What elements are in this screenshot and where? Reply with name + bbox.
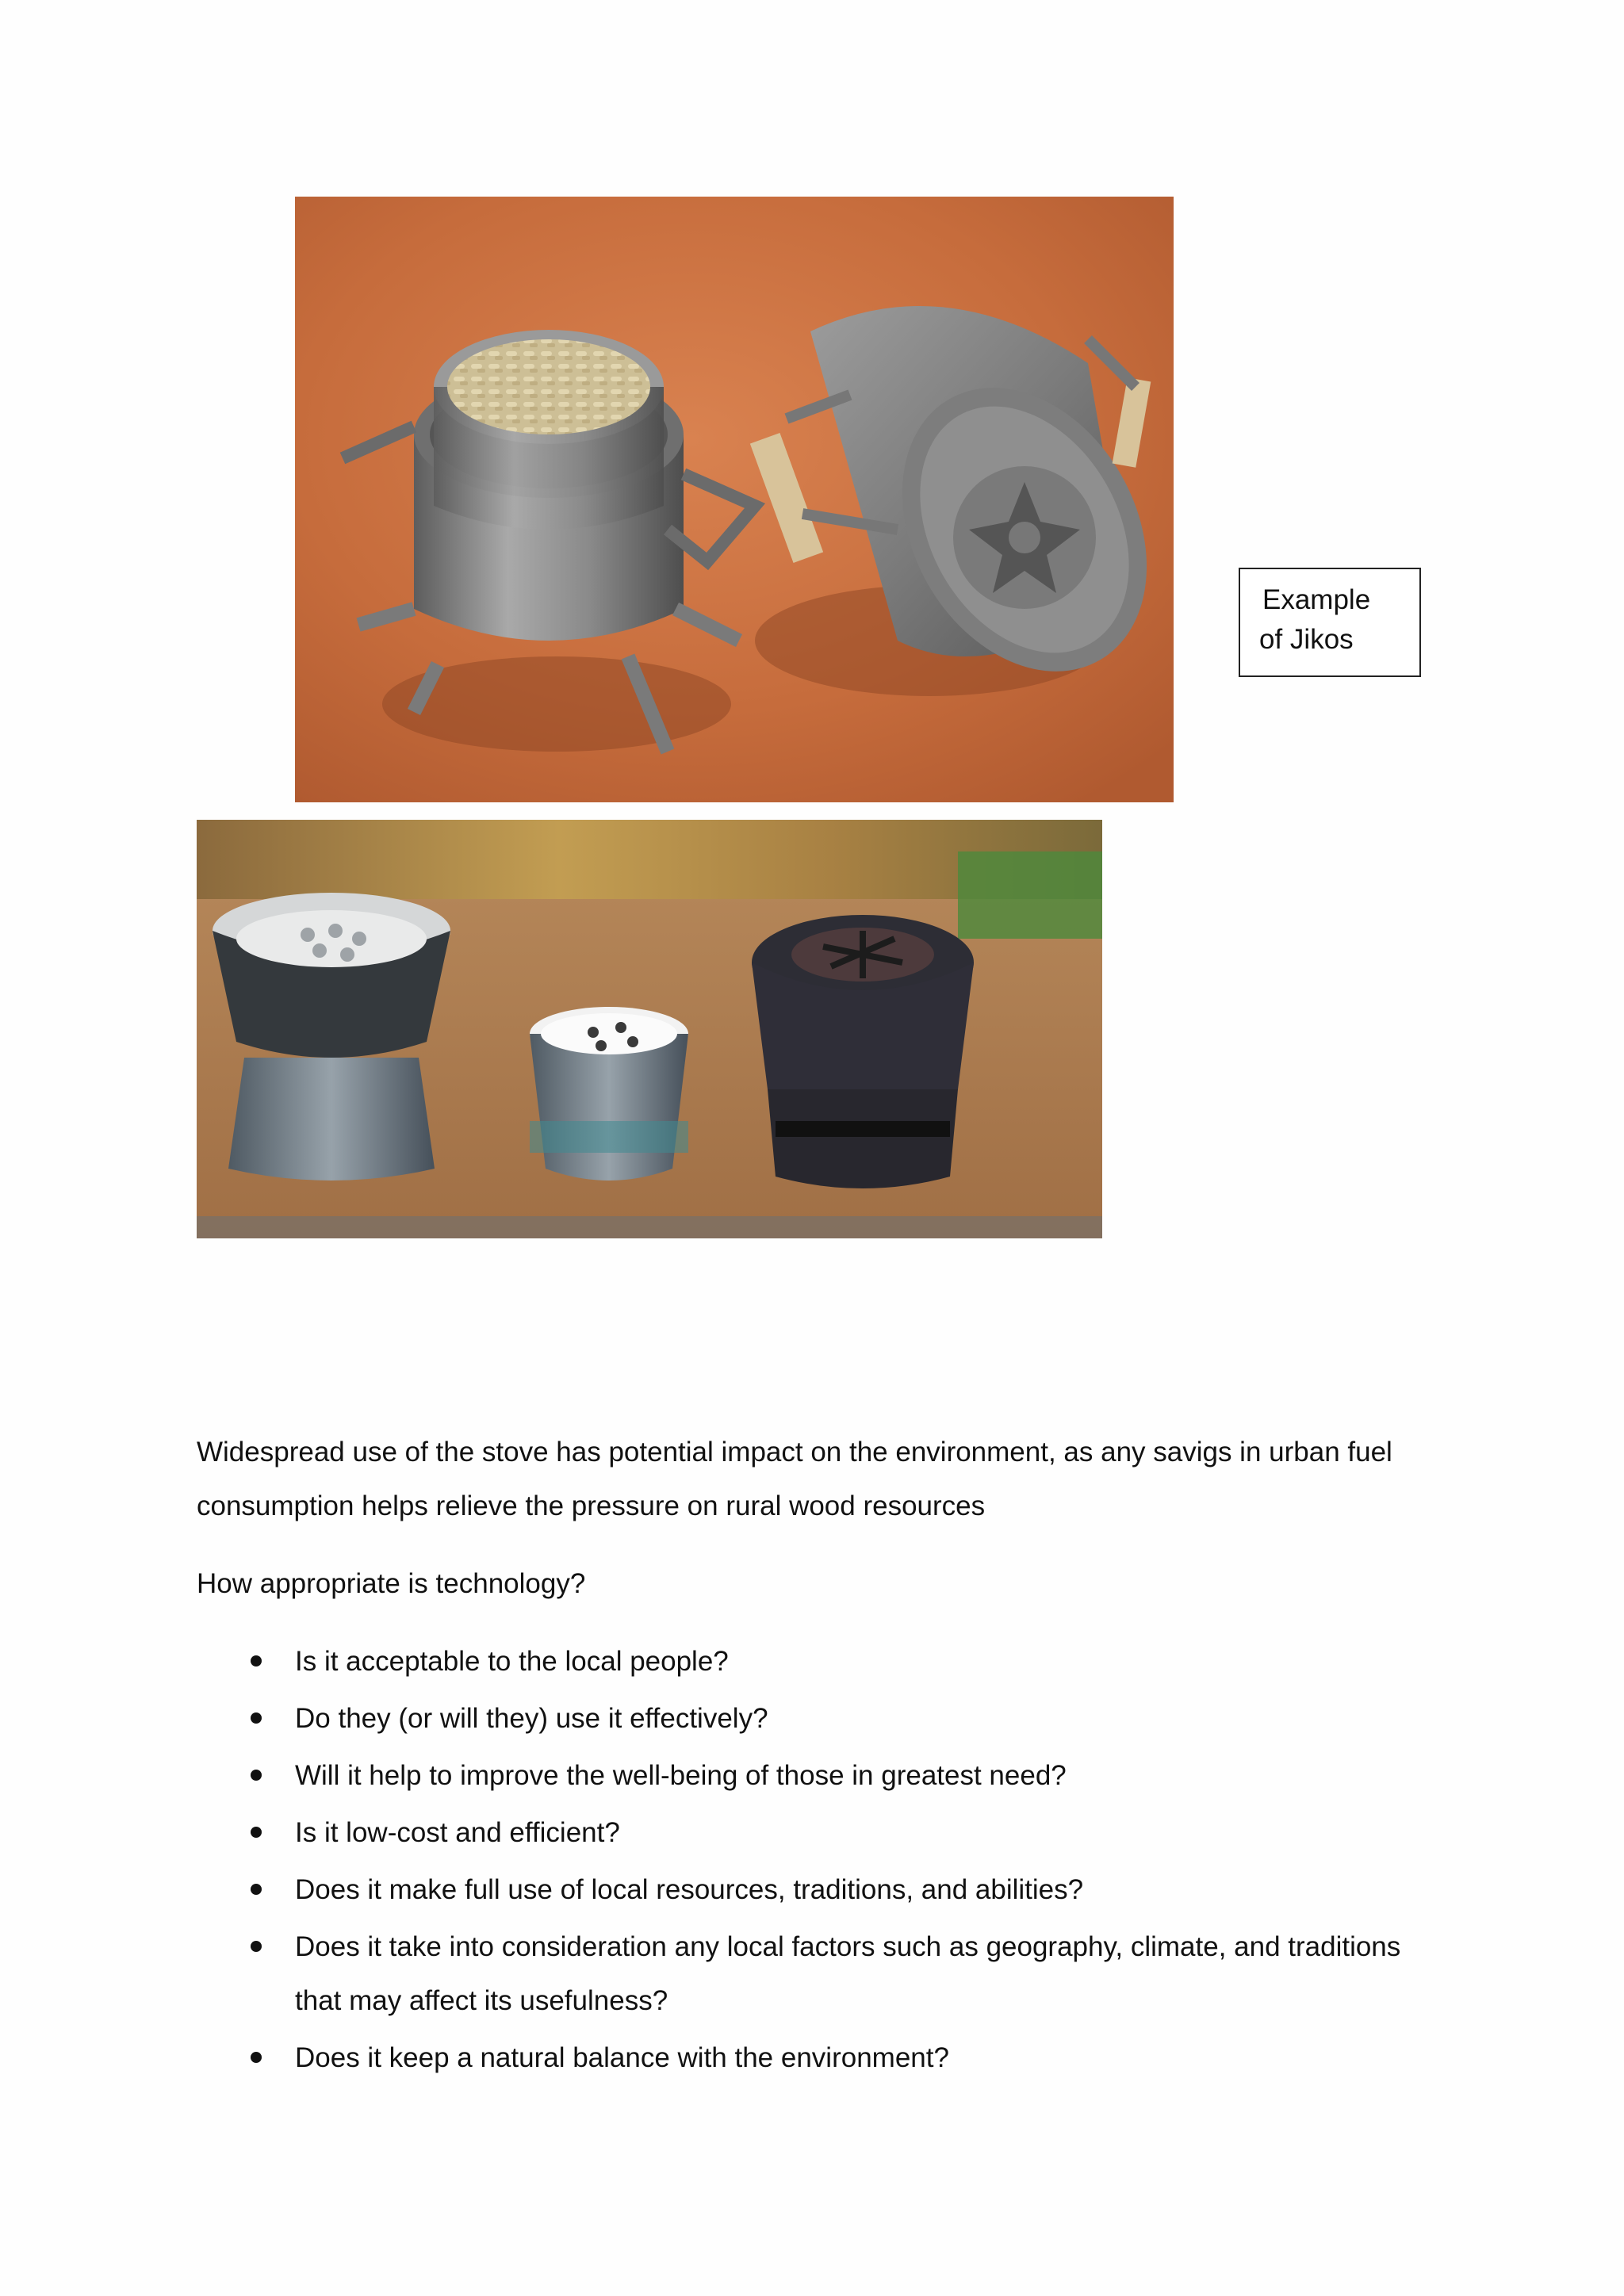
list-item-text: Is it low-cost and efficient? bbox=[295, 1817, 620, 1848]
caption-box bbox=[1239, 568, 1421, 677]
list-item bbox=[197, 1806, 1434, 1860]
list-item-text: Does it keep a natural balance with the environment? bbox=[295, 2042, 949, 2073]
list-item bbox=[197, 1749, 1434, 1803]
charcoal-jikos-illustration bbox=[197, 820, 1102, 1238]
photo-metal-jikos bbox=[295, 197, 1174, 802]
bullet-icon bbox=[251, 1827, 262, 1838]
list-item-text: Does it make full use of local resources, traditions, and abilities? bbox=[295, 1874, 1084, 1905]
list-item bbox=[197, 1863, 1434, 1917]
bullet-icon bbox=[251, 1941, 262, 1952]
list-item bbox=[197, 2031, 1434, 2085]
body-paragraph: Widespread use of the stove has potential impact on the environment, as any savigs in urban fuel consumption helps relieve the pressure on rural wood resources bbox=[197, 1437, 1392, 1521]
caption-line-1: Example bbox=[1262, 584, 1371, 615]
question-heading: How appropriate is technology? bbox=[197, 1568, 586, 1599]
list-item bbox=[197, 1920, 1434, 2028]
bullet-icon bbox=[251, 1884, 262, 1895]
list-item-text: Will it help to improve the well-being of those in greatest need? bbox=[295, 1760, 1067, 1791]
photo-charcoal-jikos bbox=[197, 820, 1102, 1238]
list-item bbox=[197, 1692, 1434, 1746]
caption-line-2: of Jikos bbox=[1259, 624, 1354, 655]
bullet-icon bbox=[251, 1655, 262, 1667]
bullet-list bbox=[197, 1635, 1434, 2088]
list-item-text: Is it acceptable to the local people? bbox=[295, 1646, 729, 1677]
bullet-icon bbox=[251, 1712, 262, 1724]
list-item bbox=[197, 1635, 1434, 1689]
bullet-icon bbox=[251, 2052, 262, 2063]
list-item-text: Does it take into consideration any local factors such as geography, climate, and traditions that may affect its usefulness? bbox=[295, 1931, 1401, 2016]
bullet-icon bbox=[251, 1770, 262, 1781]
list-item-text: Do they (or will they) use it effectively? bbox=[295, 1703, 768, 1734]
metal-jikos-illustration bbox=[295, 197, 1174, 802]
